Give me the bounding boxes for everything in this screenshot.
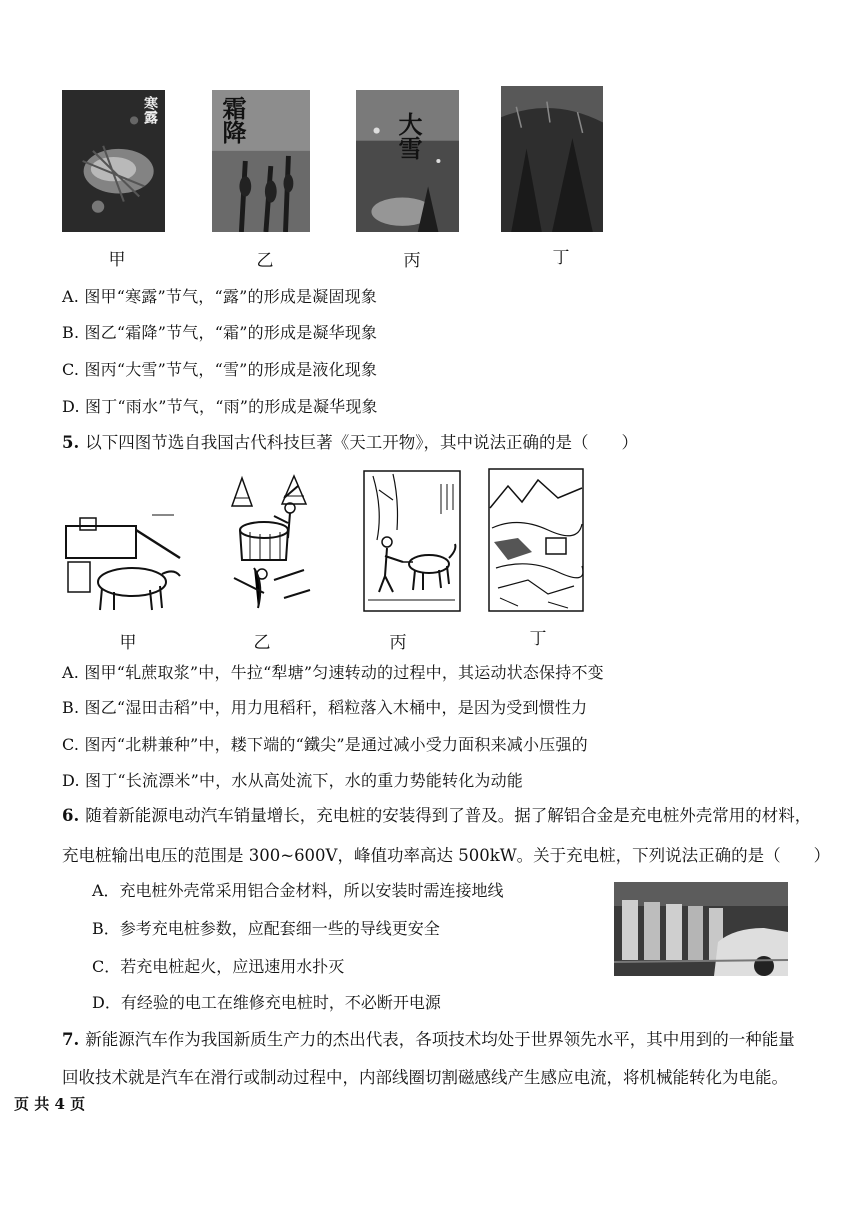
q6-stem-text: 随着新能源电动汽车销量增长，充电桩的安装得到了普及。据了解铝合金是充电桩外壳常用的材料，	[85, 806, 812, 825]
q6-stem-line1	[62, 802, 811, 826]
photo-stamp: 霜降	[218, 96, 247, 144]
q5-caption-ding: 丁	[529, 629, 547, 649]
q7-number: 7.	[62, 1030, 80, 1049]
caption-bing: 丙	[403, 251, 421, 271]
q5-stem-text: 以下四图节选自我国古代科技巨著《天工开物》，其中说法正确的是（ ）	[85, 433, 638, 452]
q5-option-a: A. 图甲“轧蔗取浆”中，牛拉“犁塘”匀速转动的过程中，其运动状态保持不变	[62, 663, 604, 682]
caption-yi: 乙	[256, 251, 274, 271]
q7-stem-line1	[62, 1026, 795, 1050]
q5-number: 5.	[62, 433, 80, 452]
illustration-sugarcane-press	[62, 510, 192, 612]
page-footer: 页 共 4 页	[14, 1095, 86, 1113]
q6-option-b: B．参考充电桩参数，应配套细一些的导线更安全	[92, 919, 440, 938]
q5-caption-yi: 乙	[253, 633, 271, 653]
photo-hanlu	[62, 90, 165, 232]
q4-option-c: C. 图丙“大雪”节气，“雪”的形成是液化现象	[62, 360, 378, 379]
q4-option-d: D. 图丁“雨水”节气，“雨”的形成是凝华现象	[62, 397, 378, 416]
q7-stem-line2: 回收技术就是汽车在滑行或制动过程中，内部线圈切割磁感线产生感应电流，将机械能转化为电能。	[62, 1068, 788, 1087]
caption-jia: 甲	[108, 250, 126, 270]
q5-caption-bing: 丙	[389, 633, 407, 653]
q6-option-c: C．若充电桩起火，应迅速用水扑灭	[92, 957, 345, 976]
photo-yushui	[501, 86, 603, 232]
caption-ding: 丁	[552, 248, 570, 268]
q4-option-b: B. 图乙“霜降”节气，“霜”的形成是凝华现象	[62, 323, 378, 342]
illustration-plough-sowing	[363, 470, 461, 612]
q5-option-b: B. 图乙“湿田击稻”中，用力甩稻秆，稻粒落入木桶中，是因为受到惯性力	[62, 698, 588, 717]
q6-stem-line2: 充电桩输出电压的范围是 300~600V，峰值功率高达 500kW。关于充电桩，下列说法正确的是（ ）	[62, 846, 831, 865]
photo-stamp: 寒露	[142, 96, 158, 124]
q5-option-d: D. 图丁“长流漂米”中，水从高处流下，水的重力势能转化为动能	[62, 771, 523, 790]
q6-option-d: D．有经验的电工在维修充电桩时，不必断开电源	[92, 993, 441, 1012]
q5-stem	[62, 429, 638, 453]
q7-stem-text: 新能源汽车作为我国新质生产力的杰出代表，各项技术均处于世界领先水平，其中用到的一种能量	[85, 1030, 795, 1049]
q4-option-a: A. 图甲“寒露”节气，“露”的形成是凝固现象	[62, 287, 378, 306]
q5-caption-jia: 甲	[119, 633, 137, 653]
photo-daxue	[356, 90, 459, 232]
q6-option-a: A．充电桩外壳常采用铝合金材料，所以安装时需连接地线	[92, 881, 504, 900]
q5-option-c: C. 图丙“北耕兼种”中，耧下端的“鐵尖”是通过减小受力面积来减小压强的	[62, 735, 588, 754]
illustration-rice-mill	[488, 468, 584, 612]
illustration-threshing-rice	[224, 468, 316, 613]
q6-number: 6.	[62, 806, 80, 825]
photo-charging-stations	[614, 882, 788, 976]
photo-stamp: 大雪	[394, 112, 423, 160]
photo-shuangjiang	[212, 90, 310, 232]
